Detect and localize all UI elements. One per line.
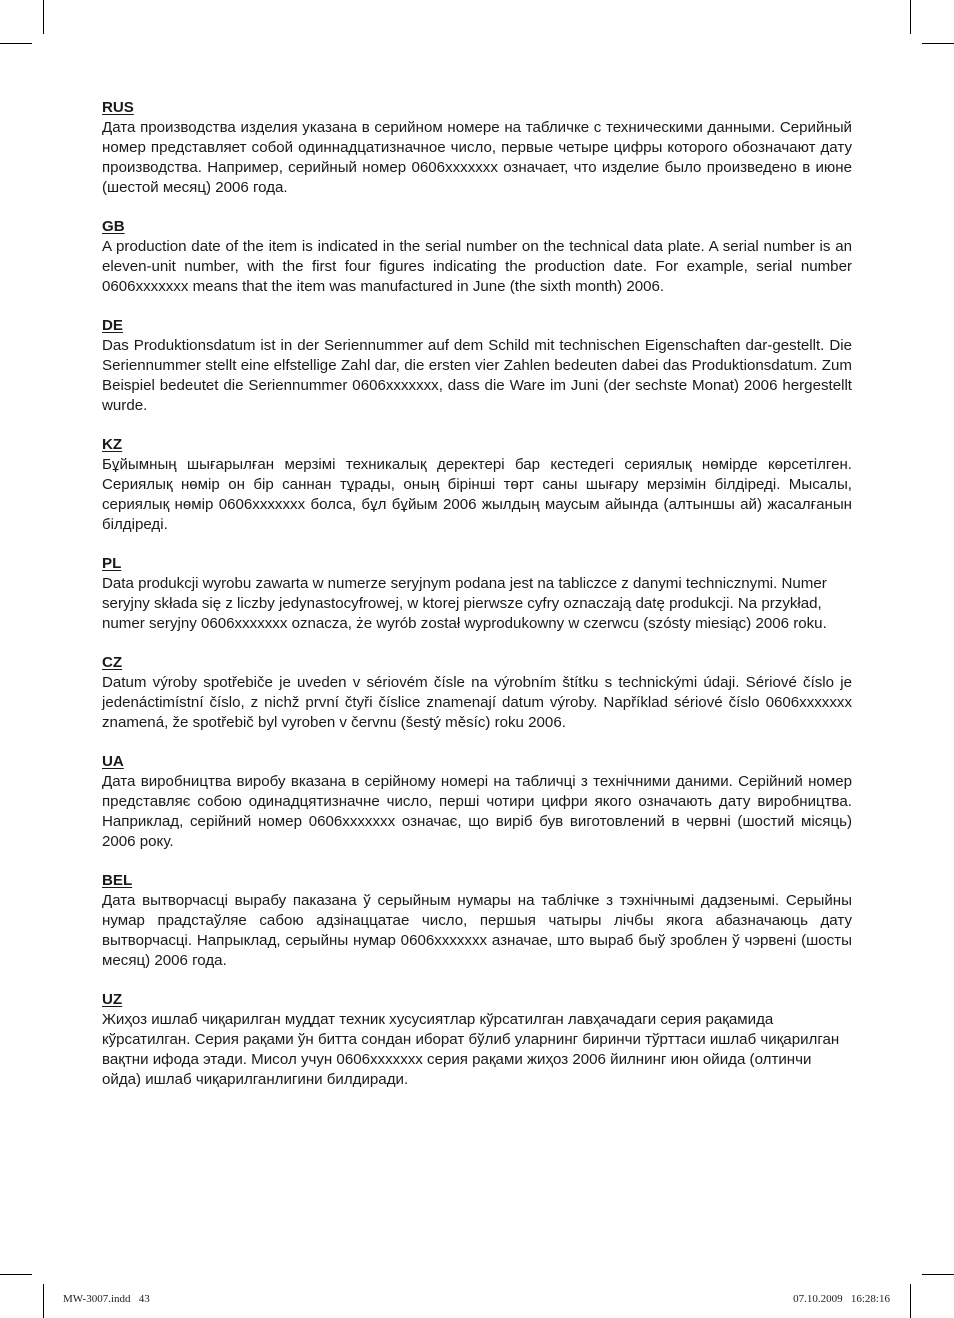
language-heading-uz: UZ [102, 991, 123, 1008]
section-text-pl: Data produkcji wyrobu zawarta w numerze seryjnym podana jest na tabliczce z danymi technicznymi. Numer seryjny składa się z liczby jedynastocyfrowej, w ktorej pierwsze cyfry oznaczają datę produkcji. Na przykład, numer seryjny 0606xxxxxxx oznacza, że wyrób został wyprodukowny w czerwcu (szósty miesiąc) 2006 roku. [102, 575, 827, 632]
language-heading-rus: RUS [102, 99, 134, 116]
crop-mark-bottom-left-vertical [43, 1284, 44, 1318]
crop-mark-top-left-horizontal [0, 43, 32, 44]
section-rus [102, 98, 852, 198]
crop-mark-bottom-right-vertical [910, 1284, 911, 1318]
section-pl [102, 554, 852, 634]
language-heading-de: DE [102, 317, 123, 334]
language-heading-cz: CZ [102, 654, 123, 671]
language-heading-bel: BEL [102, 872, 133, 889]
section-text-uz: Жиҳоз ишлаб чиқарилган муддат техник хусусиятлар кўрсатилган лавҳачадаги серия рақамида кўрсатилган. Серия рақами ўн битта сондан иборат бўлиб уларнинг биринчи тўрттаси ишлаб чиқарилган вақтни ифода этади. Мисол учун 0606xxxxxxx серия рақами жиҳоз 2006 йилнинг июн ойида (олтинчи ойда) ишлаб чиқарилганлигини билдиради. [102, 1011, 840, 1088]
slug-timestamp: 07.10.2009 16:28:16 [793, 1293, 890, 1305]
section-de [102, 316, 852, 416]
crop-mark-bottom-right-horizontal [922, 1274, 954, 1275]
section-gb [102, 217, 852, 297]
crop-mark-bottom-left-horizontal [0, 1274, 32, 1275]
section-uz [102, 990, 852, 1090]
section-text-bel: Дата вытворчасці вырабу паказана ў серыйным нумары на таблічке з тэхнічнымі дадзенымі. Серыйны нумар прадстаўляе сабою адзінаццатае число, першыя чатыры лічбы якога абазначаюць дату вытворчасці. Напрыклад, серыйны нумар 0606xxxxxxx азначае, што выраб быў зроблен ў чэрвені (шосты месяц) 2006 года. [102, 892, 852, 969]
section-kz [102, 435, 852, 535]
section-ua [102, 752, 852, 852]
language-heading-ua: UA [102, 753, 124, 770]
section-text-gb: A production date of the item is indicated in the serial number on the technical data plate. A serial number is an eleven-unit number, with the first four figures indicating the production date. For example, serial number 0606xxxxxxx means that the item was manufactured in June (the sixth month) 2006. [102, 238, 852, 295]
crop-mark-top-right-horizontal [922, 43, 954, 44]
slug-file-info: MW-3007.indd 43 [63, 1293, 150, 1305]
crop-mark-top-left-vertical [43, 0, 44, 34]
section-text-de: Das Produktionsdatum ist in der Seriennummer auf dem Schild mit technischen Eigenschaften dar-gestellt. Die Seriennummer stellt eine elfstellige Zahl dar, die ersten vier Zahlen bedeuten dabei das Produktionsdatum. Zum Beispiel bedeutet die Seriennummer 0606xxxxxxx, dass die Ware im Juni (der sechste Monat) 2006 hergestellt wurde. [102, 337, 852, 414]
document-body [102, 98, 852, 1109]
section-cz [102, 653, 852, 733]
crop-mark-top-right-vertical [910, 0, 911, 34]
section-text-ua: Дата виробництва виробу вказана в серійному номері на табличці з технічними даними. Серійний номер представляє собою одинадцятизначне число, перші чотири цифри якого означають дату виробництва. Наприклад, серійний номер 0606xxxxxxx означає, що виріб був виготовлений в червні (шостий місяць) 2006 року. [102, 773, 852, 850]
language-heading-kz: KZ [102, 436, 123, 453]
section-text-kz: Бұйымның шығарылған мерзімі техникалық деректері бар кестедегі сериялық нөмірде көрсетілген. Сериялық нөмір он бір саннан тұрады, оның бірінші төрт саны шығару мерзімін білдіреді. Мысалы, сериялық нөмір 0606xxxxxxx болса, бұл бұйым 2006 жылдың маусым айында (алтыншы ай) жасалғанын білдіреді. [102, 456, 852, 533]
section-bel [102, 871, 852, 971]
section-text-cz: Datum výroby spotřebiče je uveden v sériovém čísle na výrobním štítku s technickými údaji. Sériové číslo je jedenáctimístní číslo, z nichž první čtyři číslice znamenají datum výroby. Například sériové číslo 0606xxxxxxx znamená, že spotřebič byl vyroben v červnu (šestý měsíc) roku 2006. [102, 674, 852, 731]
section-text-rus: Дата производства изделия указана в серийном номере на табличке с техническими данными. Серийный номер представляет собой одиннадцатизначное число, первые четыре цифры которого обозначают дату производства. Например, серийный номер 0606xxxxxxx означает, что изделие было произведено в июне (шестой месяц) 2006 года. [102, 119, 852, 196]
language-heading-gb: GB [102, 218, 125, 235]
language-heading-pl: PL [102, 555, 122, 572]
